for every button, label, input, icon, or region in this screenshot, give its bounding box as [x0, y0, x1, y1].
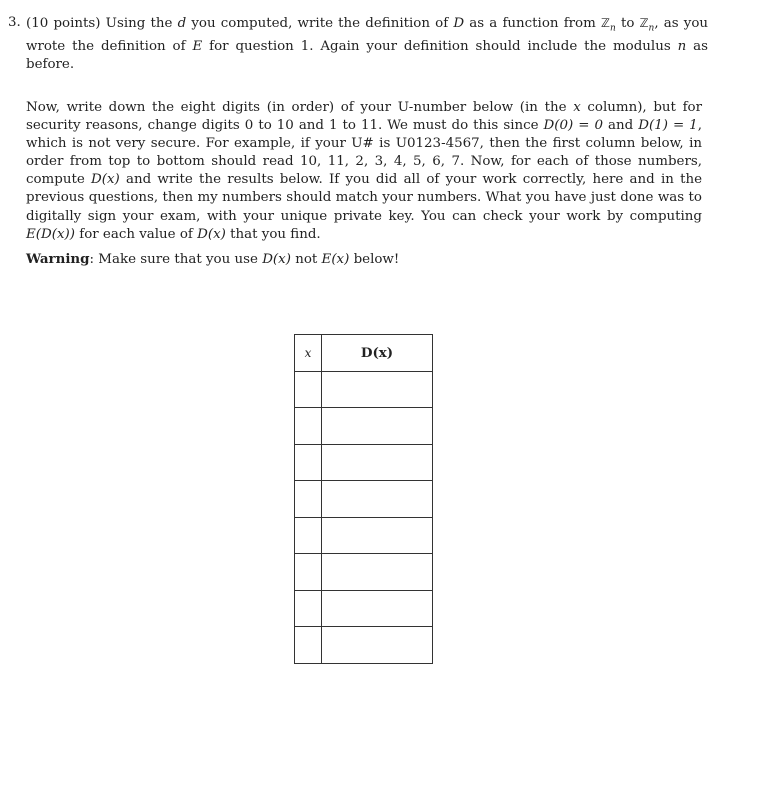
cell-dx[interactable] — [322, 517, 433, 554]
column-header-x: x — [295, 335, 322, 372]
table-row — [295, 408, 433, 445]
cell-x[interactable] — [295, 517, 322, 554]
cell-x[interactable] — [295, 444, 322, 481]
warning-note: Warning: Make sure that you use D(x) not E(x) below! — [26, 251, 400, 267]
cell-dx[interactable] — [322, 408, 433, 445]
instructions-paragraph: Now, write down the eight digits (in order) of your U-number below (in the x column), but for security reasons, change digits 0 to 10 and 1 to 11. We must do this since D(0) = 0 and D(1) = 1, which is not very secure. For example, if your U# is U0123-4567, then the first column below, in order from top to bottom should read 10, 11, 2, 3, 4, 5, 6, 7. Now, for each of those numbers, compute D(x) and write the results below. If you did all of your work correctly, here and in the previous questions, then my numbers should match your numbers. What you have just done was to digitally sign your exam, with your unique private key. You can check your work by computing E(D(x)) for each value of D(x) that you find. — [26, 100, 703, 242]
table-row — [295, 371, 433, 408]
column-header-dx: D(x) — [322, 335, 433, 372]
question-number: 3. — [8, 15, 21, 30]
cell-x[interactable] — [295, 481, 322, 518]
cell-dx[interactable] — [322, 627, 433, 664]
cell-dx[interactable] — [322, 590, 433, 627]
question-text: (10 points) Using the d you computed, write the definition of D as a function from ℤ$_n$ to ℤ$_n$, as you wrote the definition of E for question 1. Again your definition should include the modulus n as before. — [26, 16, 709, 72]
table-row — [295, 517, 433, 554]
cell-dx[interactable] — [322, 444, 433, 481]
signature-table — [294, 334, 433, 664]
cell-x[interactable] — [295, 554, 322, 591]
table-row — [295, 444, 433, 481]
warning-label: Warning — [26, 251, 90, 267]
table-body — [295, 371, 433, 663]
cell-x[interactable] — [295, 590, 322, 627]
cell-dx[interactable] — [322, 371, 433, 408]
table-row — [295, 627, 433, 664]
table-row — [295, 554, 433, 591]
cell-x[interactable] — [295, 371, 322, 408]
cell-dx[interactable] — [322, 481, 433, 518]
question-3 — [8, 14, 708, 74]
cell-x[interactable] — [295, 408, 322, 445]
table-header-row — [295, 335, 433, 372]
table-row — [295, 481, 433, 518]
cell-x[interactable] — [295, 627, 322, 664]
cell-dx[interactable] — [322, 554, 433, 591]
table-row — [295, 590, 433, 627]
